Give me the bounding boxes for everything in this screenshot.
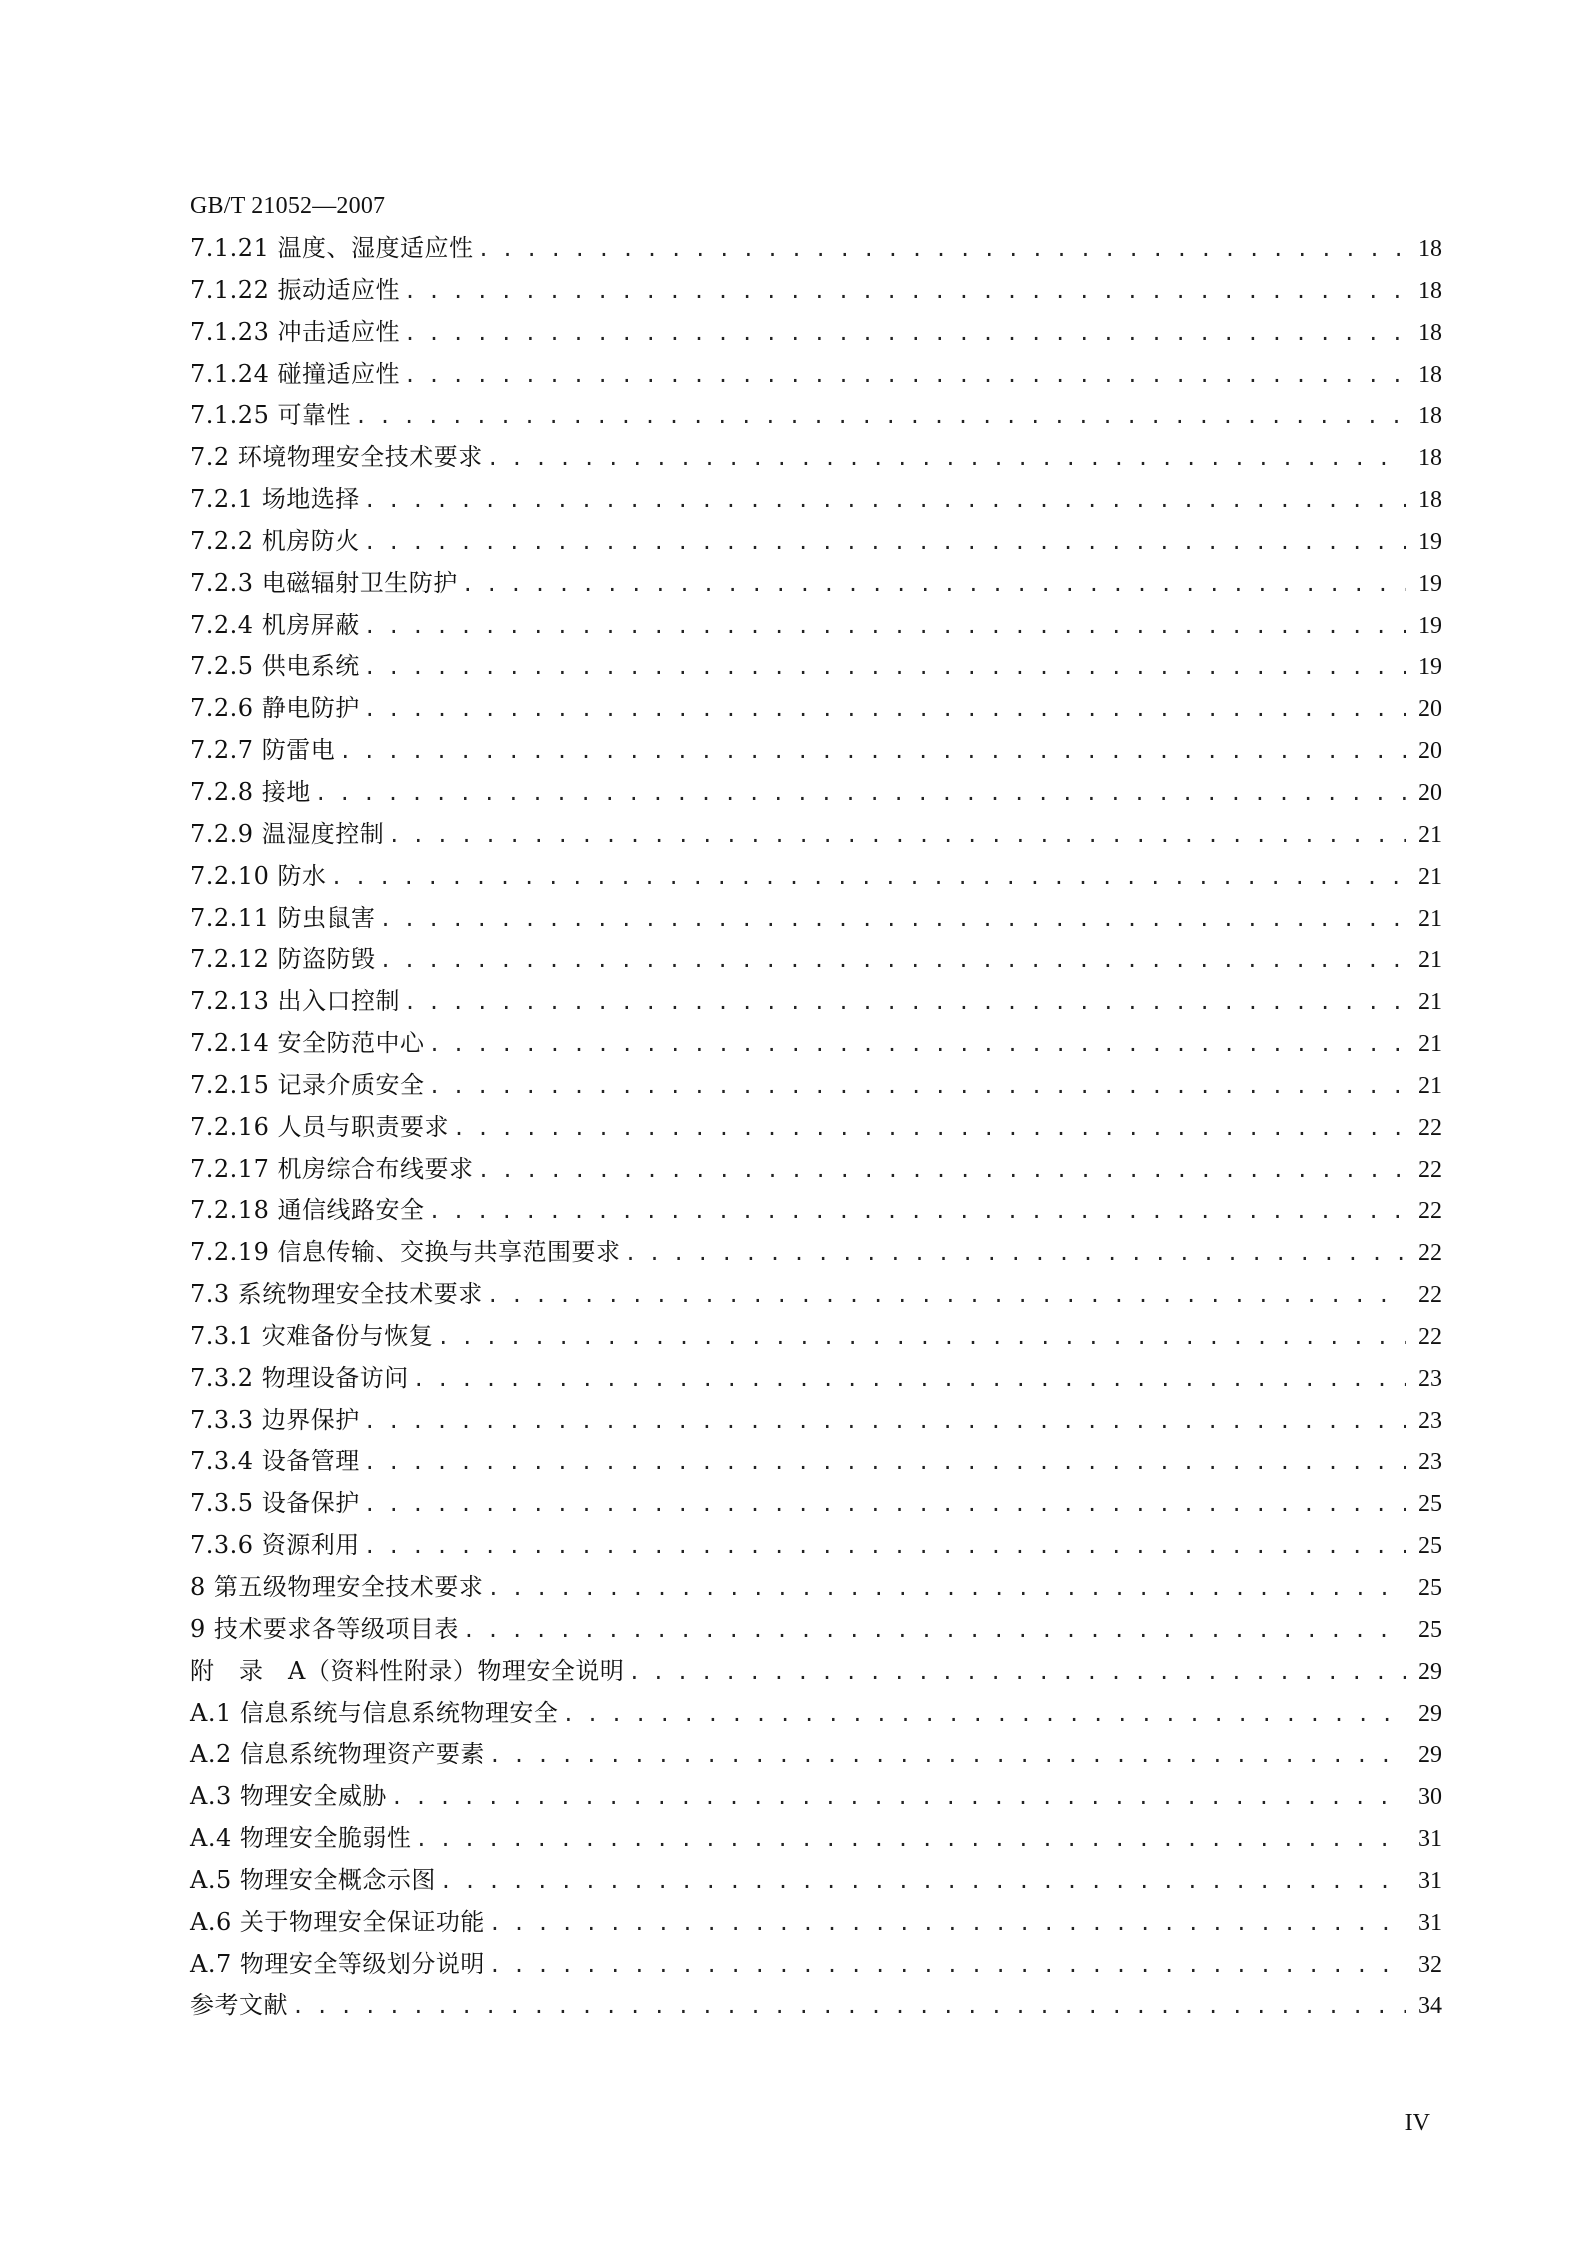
toc-entry-title: 7.1.21 温度、湿度适应性: [190, 234, 474, 262]
toc-entry[interactable]: [190, 1190, 1442, 1232]
toc-entry[interactable]: [190, 1400, 1442, 1442]
toc-dot-leader: [487, 1568, 1406, 1610]
toc-entry-title: 7.3.3 边界保护: [190, 1405, 360, 1434]
toc-dot-leader: [388, 815, 1406, 857]
toc-dot-leader: [404, 982, 1406, 1024]
toc-entry-title: 7.3 系统物理安全技术要求: [190, 1280, 483, 1309]
toc-entry-title: 7.2.18 通信线路安全: [190, 1196, 425, 1225]
toc-dot-leader: [428, 1066, 1406, 1108]
toc-dot-leader: [404, 313, 1406, 355]
toc-dot-leader: [463, 1610, 1406, 1652]
toc-entry-page: 21: [1418, 1031, 1442, 1058]
toc-entry[interactable]: [190, 1358, 1442, 1400]
toc-entry[interactable]: [190, 1944, 1442, 1986]
toc-entry-title: 7.1.23 冲击适应性: [190, 317, 400, 346]
toc-dot-leader: [379, 940, 1406, 982]
toc-entry-page: 19: [1418, 570, 1442, 597]
toc-entry-page: 19: [1418, 612, 1442, 639]
toc-entry-title: 7.3.5 设备保护: [190, 1489, 360, 1518]
toc-dot-leader: [364, 1526, 1406, 1568]
toc-entry-title: A.3 物理安全威胁: [190, 1782, 387, 1811]
toc-entry-page: 18: [1418, 277, 1442, 304]
toc-entry-page: 21: [1418, 989, 1442, 1016]
toc-entry-page: 20: [1418, 738, 1442, 765]
toc-entry-page: 22: [1418, 1198, 1442, 1225]
page-number: IV: [1404, 2110, 1430, 2136]
toc-entry-title: A.6 关于物理安全保证功能: [190, 1907, 485, 1936]
toc-entry[interactable]: [190, 1609, 1442, 1651]
toc-entry[interactable]: [190, 1860, 1442, 1902]
toc-entry[interactable]: [190, 1734, 1442, 1776]
toc-entry-page: 22: [1418, 1282, 1442, 1309]
toc-entry-title: 7.2.15 记录介质安全: [190, 1070, 425, 1099]
toc-dot-leader: [364, 1401, 1406, 1443]
toc-dot-leader: [428, 1191, 1406, 1233]
toc-dot-leader: [391, 1777, 1406, 1819]
toc-entry-title: 7.2.7 防雷电: [190, 736, 336, 765]
toc-entry-page: 25: [1418, 1575, 1442, 1601]
toc-entry-title: A.7 物理安全等级划分说明: [190, 1949, 485, 1978]
toc-entry[interactable]: [190, 270, 1442, 312]
toc-entry[interactable]: [190, 1902, 1442, 1944]
toc-entry-title: 7.2.9 温湿度控制: [190, 819, 385, 848]
toc-entry-title: 7.2.16 人员与职责要求: [190, 1112, 449, 1141]
toc-entry[interactable]: [190, 1441, 1442, 1483]
toc-entry-title: 7.2.1 场地选择: [190, 485, 360, 514]
toc-entry-page: 30: [1418, 1784, 1442, 1811]
toc-dot-leader: [462, 564, 1406, 606]
toc-entry-title: 7.2.8 接地: [190, 777, 311, 806]
toc-entry[interactable]: [190, 1651, 1442, 1693]
toc-entry-page: 18: [1418, 445, 1442, 472]
toc-entry-page: 29: [1418, 1658, 1442, 1685]
toc-entry-page: 23: [1418, 1407, 1442, 1434]
toc-entry-title: 7.2.4 机房屏蔽: [190, 610, 360, 639]
toc-entry-page: 18: [1418, 361, 1442, 388]
toc-entry-title: 7.3.4 设备管理: [190, 1447, 360, 1476]
toc-entry[interactable]: [190, 1818, 1442, 1860]
toc-entry[interactable]: [190, 646, 1442, 688]
toc-dot-leader: [364, 606, 1406, 648]
toc-dot-leader: [364, 1484, 1406, 1526]
toc-dot-leader: [413, 1359, 1406, 1401]
toc-entry[interactable]: [190, 981, 1442, 1023]
toc-dot-leader: [292, 1986, 1406, 2028]
toc-dot-leader: [330, 857, 1406, 899]
toc-entry-page: 25: [1418, 1533, 1442, 1560]
toc-dot-leader: [477, 1150, 1406, 1192]
toc-entry-title: 7.2.2 机房防火: [190, 526, 360, 555]
toc-entry[interactable]: [190, 856, 1442, 898]
toc-entry-title: 7.2.12 防盗防毁: [190, 945, 376, 974]
toc-entry-page: 19: [1418, 654, 1442, 681]
toc-entry[interactable]: [190, 1149, 1442, 1191]
toc-dot-leader: [379, 899, 1406, 941]
toc-entry-title: 7.2.3 电磁辐射卫生防护: [190, 568, 458, 597]
toc-entry-page: 18: [1418, 319, 1442, 346]
toc-entry[interactable]: [190, 1567, 1442, 1609]
toc-entry-page: 20: [1418, 779, 1442, 806]
toc-entry[interactable]: [190, 814, 1442, 856]
toc-entry-page: 21: [1418, 821, 1442, 848]
toc-entry[interactable]: [190, 1483, 1442, 1525]
toc-entry[interactable]: [190, 898, 1442, 940]
toc-entry-page: 22: [1418, 1240, 1442, 1267]
toc-entry-title: 7.2.19 信息传输、交换与共享范围要求: [190, 1238, 621, 1267]
toc-entry-page: 31: [1418, 1909, 1442, 1936]
toc-dot-leader: [440, 1861, 1406, 1903]
toc-entry-page: 19: [1418, 528, 1442, 555]
toc-entry-page: 22: [1418, 1156, 1442, 1183]
toc-entry[interactable]: [190, 354, 1442, 396]
toc-dot-leader: [364, 689, 1406, 731]
toc-entry-title: A.1 信息系统与信息系统物理安全: [190, 1698, 559, 1727]
toc-entry-title: A.5 物理安全概念示图: [190, 1865, 436, 1894]
toc-entry-page: 21: [1418, 905, 1442, 932]
toc-entry-title: 7.1.25 可靠性: [190, 401, 351, 430]
toc-dot-leader: [487, 438, 1406, 480]
toc-entry-page: 29: [1418, 1742, 1442, 1769]
toc-entry-page: 22: [1418, 1114, 1442, 1141]
toc-entry-title: 7.3.2 物理设备访问: [190, 1363, 409, 1392]
toc-dot-leader: [315, 773, 1406, 815]
toc-entry[interactable]: [190, 1316, 1442, 1358]
toc-entry[interactable]: [190, 395, 1442, 437]
toc-entry-page: 22: [1418, 1323, 1442, 1350]
toc-entry-page: 23: [1418, 1449, 1442, 1476]
toc-entry-title: 8 第五级物理安全技术要求: [190, 1573, 484, 1601]
toc-entry[interactable]: [190, 479, 1442, 521]
toc-entry-title: A.4 物理安全脆弱性: [190, 1824, 412, 1853]
toc-entry-page: 25: [1418, 1491, 1442, 1518]
toc-entry[interactable]: [190, 1274, 1442, 1316]
toc-entry-title: 7.2.6 静电防护: [190, 694, 360, 723]
toc-dot-leader: [364, 647, 1406, 689]
toc-entry-title: 7.2 环境物理安全技术要求: [190, 443, 483, 472]
toc-dot-leader: [355, 396, 1406, 438]
toc-dot-leader: [404, 355, 1406, 397]
toc-entry[interactable]: [190, 605, 1442, 647]
toc-entry[interactable]: [190, 772, 1442, 814]
toc-entry-page: 21: [1418, 1072, 1442, 1099]
toc-dot-leader: [364, 1442, 1406, 1484]
toc-entry-title: 7.3.6 资源利用: [190, 1531, 360, 1560]
toc-entry-title: 9 技术要求各等级项目表: [190, 1614, 459, 1643]
toc-dot-leader: [562, 1694, 1406, 1736]
toc-entry-page: 31: [1418, 1867, 1442, 1894]
toc-entry-page: 32: [1418, 1951, 1442, 1978]
toc-entry[interactable]: [190, 228, 1442, 270]
toc-entry-title: 附 录 A（资料性附录）物理安全说明: [190, 1656, 625, 1685]
toc-dot-leader: [428, 1024, 1406, 1066]
document-header: GB/T 21052—2007: [190, 193, 386, 219]
toc-entry-page: 29: [1418, 1700, 1442, 1727]
toc-entry[interactable]: [190, 730, 1442, 772]
toc-entry[interactable]: [190, 688, 1442, 730]
toc-dot-leader: [437, 1317, 1406, 1359]
toc-entry-page: 18: [1418, 236, 1442, 262]
toc-dot-leader: [339, 731, 1406, 773]
toc-dot-leader: [477, 229, 1406, 271]
table-of-contents: [190, 228, 1442, 2027]
toc-dot-leader: [489, 1735, 1406, 1777]
toc-entry[interactable]: [190, 1776, 1442, 1818]
toc-entry-title: 7.2.11 防虫鼠害: [190, 903, 376, 932]
toc-entry-title: A.2 信息系统物理资产要素: [190, 1740, 485, 1769]
toc-entry[interactable]: [190, 1107, 1442, 1149]
toc-entry[interactable]: [190, 1525, 1442, 1567]
toc-entry[interactable]: [190, 939, 1442, 981]
toc-entry-title: 7.1.24 碰撞适应性: [190, 359, 400, 388]
toc-dot-leader: [453, 1108, 1406, 1150]
toc-entry[interactable]: [190, 563, 1442, 605]
toc-entry[interactable]: [190, 312, 1442, 354]
toc-entry[interactable]: [190, 1065, 1442, 1107]
toc-entry-page: 25: [1418, 1616, 1442, 1643]
toc-entry-title: 7.1.22 振动适应性: [190, 275, 400, 304]
toc-dot-leader: [624, 1233, 1406, 1275]
toc-entry[interactable]: [190, 1693, 1442, 1735]
toc-dot-leader: [404, 271, 1406, 313]
toc-entry-title: 7.2.5 供电系统: [190, 652, 360, 681]
toc-dot-leader: [489, 1945, 1406, 1987]
toc-dot-leader: [489, 1903, 1406, 1945]
toc-entry-page: 20: [1418, 696, 1442, 723]
toc-entry[interactable]: [190, 437, 1442, 479]
toc-entry[interactable]: [190, 1232, 1442, 1274]
toc-entry-title: 参考文献: [190, 1991, 288, 2020]
toc-entry-title: 7.3.1 灾难备份与恢复: [190, 1321, 434, 1350]
toc-dot-leader: [364, 480, 1406, 522]
toc-entry-page: 21: [1418, 863, 1442, 890]
toc-entry[interactable]: [190, 1985, 1442, 2027]
toc-entry[interactable]: [190, 521, 1442, 563]
toc-entry-title: 7.2.13 出入口控制: [190, 987, 400, 1016]
toc-dot-leader: [487, 1275, 1406, 1317]
toc-entry-page: 21: [1418, 947, 1442, 974]
toc-entry-title: 7.2.14 安全防范中心: [190, 1029, 425, 1058]
toc-entry-page: 31: [1418, 1826, 1442, 1853]
toc-entry-page: 18: [1418, 487, 1442, 514]
toc-entry-title: 7.2.17 机房综合布线要求: [190, 1154, 474, 1183]
toc-entry[interactable]: [190, 1023, 1442, 1065]
toc-entry-page: 23: [1418, 1365, 1442, 1392]
toc-dot-leader: [364, 522, 1406, 564]
toc-entry-page: 18: [1418, 403, 1442, 430]
toc-dot-leader: [628, 1652, 1406, 1694]
toc-entry-page: 34: [1418, 1993, 1442, 2020]
toc-dot-leader: [415, 1819, 1406, 1861]
toc-entry-title: 7.2.10 防水: [190, 861, 327, 890]
